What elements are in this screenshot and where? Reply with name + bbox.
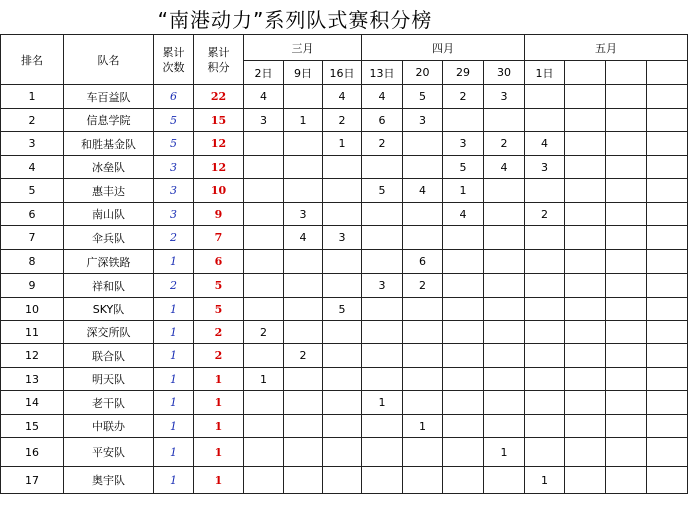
- score-cell: [323, 156, 362, 179]
- score-cell: [647, 85, 688, 109]
- date-header: 13日: [362, 61, 403, 85]
- points-cell: 12: [194, 132, 244, 156]
- date-header: 16日: [323, 61, 362, 85]
- score-cell: [244, 344, 284, 368]
- score-cell: [362, 368, 403, 391]
- score-cell: [323, 415, 362, 438]
- score-cell: [647, 368, 688, 391]
- score-cell: [244, 226, 284, 250]
- score-cell: [443, 415, 484, 438]
- score-cell: [484, 415, 525, 438]
- points-cell: 10: [194, 179, 244, 203]
- table-row: [1, 344, 688, 368]
- score-cell: [244, 467, 284, 494]
- score-cell: [565, 250, 606, 274]
- rank-cell: 2: [1, 109, 64, 132]
- score-cell: [565, 344, 606, 368]
- score-cell: [484, 179, 525, 203]
- score-cell: [484, 226, 525, 250]
- team-name-cell: 伞兵队: [64, 226, 154, 250]
- score-cell: [525, 368, 565, 391]
- score-cell: [443, 391, 484, 415]
- score-cell: 1: [403, 415, 443, 438]
- score-cell: [443, 467, 484, 494]
- score-cell: 1: [284, 109, 323, 132]
- score-cell: [284, 274, 323, 298]
- count-cell: 1: [154, 250, 194, 274]
- score-cell: [362, 226, 403, 250]
- score-cell: [484, 467, 525, 494]
- score-cell: [403, 344, 443, 368]
- score-cell: 1: [323, 132, 362, 156]
- points-cell: 9: [194, 203, 244, 226]
- score-cell: 2: [362, 132, 403, 156]
- header-points: [194, 35, 244, 85]
- score-cell: [647, 391, 688, 415]
- score-cell: [323, 179, 362, 203]
- points-cell: 2: [194, 344, 244, 368]
- score-cell: [525, 298, 565, 321]
- score-cell: [525, 250, 565, 274]
- score-cell: [565, 203, 606, 226]
- team-name-cell: 广深铁路: [64, 250, 154, 274]
- score-cell: [323, 274, 362, 298]
- score-cell: [362, 321, 403, 344]
- rank-cell: 14: [1, 391, 64, 415]
- score-cell: [565, 415, 606, 438]
- rank-cell: 13: [1, 368, 64, 391]
- points-cell: 5: [194, 274, 244, 298]
- score-cell: [443, 250, 484, 274]
- count-cell: 1: [154, 321, 194, 344]
- score-cell: [244, 179, 284, 203]
- score-cell: [525, 226, 565, 250]
- score-cell: 4: [244, 85, 284, 109]
- score-cell: [565, 438, 606, 467]
- score-cell: [606, 179, 647, 203]
- score-cell: [647, 298, 688, 321]
- header-count-label: 累计 次数: [162, 45, 185, 74]
- score-cell: [647, 344, 688, 368]
- score-cell: 2: [443, 85, 484, 109]
- score-cell: [606, 298, 647, 321]
- table-row: [1, 250, 688, 274]
- score-cell: [484, 321, 525, 344]
- score-cell: [323, 250, 362, 274]
- score-cell: [244, 156, 284, 179]
- score-cell: 5: [443, 156, 484, 179]
- table-row: [1, 226, 688, 250]
- team-name-cell: 惠丰达: [64, 179, 154, 203]
- score-cell: [403, 438, 443, 467]
- score-cell: [284, 179, 323, 203]
- score-cell: [647, 438, 688, 467]
- score-cell: [525, 85, 565, 109]
- table-row: [1, 321, 688, 344]
- page-title: “南港动力”系列队式赛积分榜: [157, 8, 433, 32]
- team-name-cell: 老干队: [64, 391, 154, 415]
- count-cell: 5: [154, 132, 194, 156]
- score-cell: [647, 109, 688, 132]
- score-cell: [525, 438, 565, 467]
- score-cell: [284, 250, 323, 274]
- score-cell: [606, 368, 647, 391]
- score-cell: [244, 438, 284, 467]
- team-name-cell: 和胜基金队: [64, 132, 154, 156]
- score-cell: [323, 344, 362, 368]
- rank-cell: 3: [1, 132, 64, 156]
- score-cell: [244, 415, 284, 438]
- rank-cell: 9: [1, 274, 64, 298]
- score-cell: [525, 344, 565, 368]
- score-cell: [606, 226, 647, 250]
- score-cell: [647, 250, 688, 274]
- score-cell: [647, 321, 688, 344]
- header-count: [154, 35, 194, 85]
- score-cell: [284, 467, 323, 494]
- score-cell: [244, 250, 284, 274]
- score-cell: 3: [284, 203, 323, 226]
- score-cell: 2: [323, 109, 362, 132]
- score-cell: 4: [443, 203, 484, 226]
- score-cell: [323, 368, 362, 391]
- table-row: [1, 109, 688, 132]
- table-row: [1, 274, 688, 298]
- score-cell: 1: [525, 467, 565, 494]
- points-cell: 1: [194, 467, 244, 494]
- score-cell: [647, 415, 688, 438]
- score-cell: 4: [403, 179, 443, 203]
- score-cell: [362, 415, 403, 438]
- score-cell: [484, 368, 525, 391]
- score-cell: 5: [403, 85, 443, 109]
- team-name-cell: 奥宇队: [64, 467, 154, 494]
- score-cell: [484, 344, 525, 368]
- score-cell: [606, 274, 647, 298]
- score-cell: [443, 274, 484, 298]
- score-cell: [362, 467, 403, 494]
- rank-cell: 11: [1, 321, 64, 344]
- score-cell: [403, 298, 443, 321]
- team-name-cell: SKY队: [64, 298, 154, 321]
- score-cell: 2: [244, 321, 284, 344]
- points-cell: 6: [194, 250, 244, 274]
- points-cell: 2: [194, 321, 244, 344]
- count-cell: 1: [154, 298, 194, 321]
- rank-cell: 17: [1, 467, 64, 494]
- score-cell: 3: [323, 226, 362, 250]
- date-header: [606, 61, 647, 85]
- score-cell: [525, 179, 565, 203]
- date-header: 29: [443, 61, 484, 85]
- score-cell: [647, 274, 688, 298]
- rank-cell: 7: [1, 226, 64, 250]
- score-cell: [606, 467, 647, 494]
- points-cell: 15: [194, 109, 244, 132]
- team-name-cell: 深交所队: [64, 321, 154, 344]
- score-cell: [323, 391, 362, 415]
- table-row: [1, 203, 688, 226]
- team-name-cell: 冰垒队: [64, 156, 154, 179]
- table-row: [1, 156, 688, 179]
- score-cell: [284, 415, 323, 438]
- date-header: [565, 61, 606, 85]
- score-cell: [565, 274, 606, 298]
- score-cell: 3: [362, 274, 403, 298]
- score-cell: [565, 132, 606, 156]
- score-cell: 6: [403, 250, 443, 274]
- score-cell: 1: [484, 438, 525, 467]
- score-cell: [565, 321, 606, 344]
- team-name-cell: 平安队: [64, 438, 154, 467]
- score-cell: [443, 109, 484, 132]
- score-cell: [606, 85, 647, 109]
- table-row: [1, 179, 688, 203]
- header-rank: 排名: [1, 35, 64, 85]
- score-cell: [403, 132, 443, 156]
- points-cell: 1: [194, 368, 244, 391]
- score-cell: [565, 85, 606, 109]
- score-cell: [647, 203, 688, 226]
- score-cell: [606, 321, 647, 344]
- score-cell: 1: [244, 368, 284, 391]
- count-cell: 1: [154, 438, 194, 467]
- score-cell: [484, 274, 525, 298]
- score-cell: [647, 467, 688, 494]
- score-cell: 6: [362, 109, 403, 132]
- header-points-label: 累计 积分: [207, 45, 230, 74]
- team-name-cell: 中联办: [64, 415, 154, 438]
- score-cell: [606, 344, 647, 368]
- score-cell: [323, 467, 362, 494]
- score-cell: [443, 344, 484, 368]
- score-cell: 4: [323, 85, 362, 109]
- score-cell: [284, 298, 323, 321]
- score-cell: [443, 298, 484, 321]
- score-cell: [323, 321, 362, 344]
- date-header: [647, 61, 688, 85]
- points-cell: 1: [194, 438, 244, 467]
- score-cell: [484, 298, 525, 321]
- table-row: [1, 298, 688, 321]
- month-header: 四月: [362, 35, 525, 61]
- score-cell: [362, 438, 403, 467]
- score-cell: 2: [525, 203, 565, 226]
- rank-cell: 6: [1, 203, 64, 226]
- team-name-cell: 信息学院: [64, 109, 154, 132]
- count-cell: 3: [154, 179, 194, 203]
- team-name-cell: 联合队: [64, 344, 154, 368]
- score-cell: [565, 467, 606, 494]
- score-cell: [284, 368, 323, 391]
- table-row: [1, 368, 688, 391]
- score-cell: 5: [362, 179, 403, 203]
- score-cell: [362, 250, 403, 274]
- date-header: 1日: [525, 61, 565, 85]
- points-cell: 1: [194, 415, 244, 438]
- score-cell: [647, 132, 688, 156]
- score-cell: [403, 203, 443, 226]
- score-cell: 3: [403, 109, 443, 132]
- team-name-cell: 车百益队: [64, 85, 154, 109]
- score-cell: [565, 179, 606, 203]
- date-header: 2日: [244, 61, 284, 85]
- score-cell: [244, 203, 284, 226]
- score-cell: [443, 226, 484, 250]
- score-cell: 2: [403, 274, 443, 298]
- score-cell: [403, 467, 443, 494]
- score-cell: [484, 250, 525, 274]
- score-cell: [403, 226, 443, 250]
- table-row: [1, 415, 688, 438]
- score-cell: [484, 109, 525, 132]
- count-cell: 3: [154, 203, 194, 226]
- score-cell: [647, 179, 688, 203]
- table-row: [1, 438, 688, 467]
- rank-cell: 4: [1, 156, 64, 179]
- score-cell: [403, 391, 443, 415]
- score-cell: [443, 321, 484, 344]
- table-row: [1, 85, 688, 109]
- table-row: [1, 391, 688, 415]
- score-cell: [525, 321, 565, 344]
- month-header: 三月: [244, 35, 362, 61]
- score-cell: 3: [244, 109, 284, 132]
- score-cell: [647, 156, 688, 179]
- score-cell: 3: [525, 156, 565, 179]
- score-cell: [525, 109, 565, 132]
- table-row: [1, 132, 688, 156]
- table-row: [1, 467, 688, 494]
- score-cell: [525, 415, 565, 438]
- score-cell: 2: [484, 132, 525, 156]
- score-cell: [606, 132, 647, 156]
- team-name-cell: 南山队: [64, 203, 154, 226]
- score-cell: [565, 109, 606, 132]
- score-cell: [484, 391, 525, 415]
- points-cell: 22: [194, 85, 244, 109]
- score-cell: [284, 438, 323, 467]
- date-header: 20: [403, 61, 443, 85]
- score-cell: [565, 226, 606, 250]
- count-cell: 1: [154, 368, 194, 391]
- count-cell: 3: [154, 156, 194, 179]
- score-cell: 3: [484, 85, 525, 109]
- score-cell: [244, 132, 284, 156]
- team-name-cell: 祥和队: [64, 274, 154, 298]
- rank-cell: 10: [1, 298, 64, 321]
- score-cell: [284, 391, 323, 415]
- score-cell: [403, 368, 443, 391]
- rank-cell: 1: [1, 85, 64, 109]
- score-cell: [525, 391, 565, 415]
- date-header: 9日: [284, 61, 323, 85]
- score-cell: 1: [443, 179, 484, 203]
- points-cell: 5: [194, 298, 244, 321]
- score-cell: [606, 156, 647, 179]
- points-cell: 12: [194, 156, 244, 179]
- score-cell: 4: [525, 132, 565, 156]
- rank-cell: 12: [1, 344, 64, 368]
- score-cell: [323, 203, 362, 226]
- score-cell: 5: [323, 298, 362, 321]
- score-cell: [606, 109, 647, 132]
- score-cell: 3: [443, 132, 484, 156]
- count-cell: 1: [154, 467, 194, 494]
- score-cell: [565, 298, 606, 321]
- score-cell: [284, 321, 323, 344]
- score-cell: 4: [484, 156, 525, 179]
- count-cell: 1: [154, 344, 194, 368]
- score-cell: [525, 274, 565, 298]
- score-cell: 4: [284, 226, 323, 250]
- count-cell: 1: [154, 391, 194, 415]
- score-cell: [244, 298, 284, 321]
- score-cell: [244, 391, 284, 415]
- score-cell: [484, 203, 525, 226]
- score-cell: [362, 298, 403, 321]
- score-cell: [284, 156, 323, 179]
- score-cell: [647, 226, 688, 250]
- rank-cell: 16: [1, 438, 64, 467]
- count-cell: 2: [154, 274, 194, 298]
- date-header: 30: [484, 61, 525, 85]
- points-cell: 1: [194, 391, 244, 415]
- score-cell: 4: [362, 85, 403, 109]
- score-cell: [606, 203, 647, 226]
- score-cell: [606, 391, 647, 415]
- count-cell: 2: [154, 226, 194, 250]
- score-cell: 2: [284, 344, 323, 368]
- count-cell: 1: [154, 415, 194, 438]
- score-cell: [362, 156, 403, 179]
- score-cell: [362, 203, 403, 226]
- score-cell: [606, 415, 647, 438]
- leaderboard-table: [0, 34, 688, 494]
- rank-cell: 15: [1, 415, 64, 438]
- score-cell: [606, 438, 647, 467]
- score-cell: 1: [362, 391, 403, 415]
- points-cell: 7: [194, 226, 244, 250]
- score-cell: [403, 321, 443, 344]
- rank-cell: 5: [1, 179, 64, 203]
- score-cell: [323, 438, 362, 467]
- month-header: 五月: [525, 35, 688, 61]
- count-cell: 6: [154, 85, 194, 109]
- count-cell: 5: [154, 109, 194, 132]
- header-team: 队名: [64, 35, 154, 85]
- score-cell: [284, 132, 323, 156]
- score-cell: [284, 85, 323, 109]
- score-cell: [403, 156, 443, 179]
- score-cell: [362, 344, 403, 368]
- score-cell: [443, 368, 484, 391]
- score-cell: [565, 368, 606, 391]
- rank-cell: 8: [1, 250, 64, 274]
- team-name-cell: 明天队: [64, 368, 154, 391]
- score-cell: [244, 274, 284, 298]
- score-cell: [443, 438, 484, 467]
- score-cell: [565, 391, 606, 415]
- score-cell: [606, 250, 647, 274]
- score-cell: [565, 156, 606, 179]
